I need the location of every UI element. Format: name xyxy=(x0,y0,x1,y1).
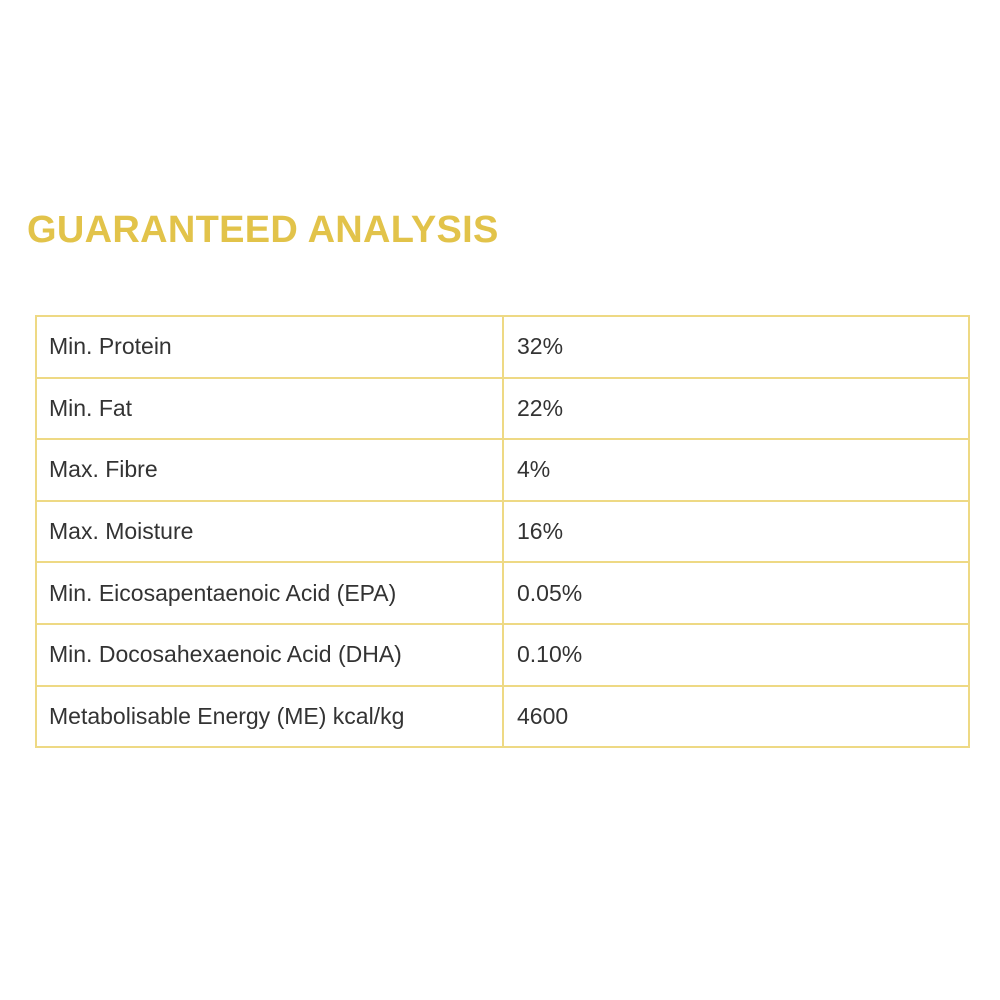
guaranteed-analysis-table xyxy=(35,315,970,748)
table-row xyxy=(36,624,969,686)
nutrient-label: Min. Eicosapentaenoic Acid (EPA) xyxy=(36,562,503,624)
nutrient-value: 32% xyxy=(503,316,969,378)
nutrient-value: 4600 xyxy=(503,686,969,748)
nutrient-label: Min. Protein xyxy=(36,316,503,378)
table-row xyxy=(36,501,969,563)
nutrient-value: 16% xyxy=(503,501,969,563)
nutrient-label: Metabolisable Energy (ME) kcal/kg xyxy=(36,686,503,748)
nutrient-value: 0.05% xyxy=(503,562,969,624)
table-row xyxy=(36,378,969,440)
nutrient-label: Min. Docosahexaenoic Acid (DHA) xyxy=(36,624,503,686)
nutrient-value: 4% xyxy=(503,439,969,501)
nutrient-value: 22% xyxy=(503,378,969,440)
nutrient-label: Max. Fibre xyxy=(36,439,503,501)
table-row xyxy=(36,562,969,624)
nutrient-label: Max. Moisture xyxy=(36,501,503,563)
table-row xyxy=(36,686,969,748)
page-title: GUARANTEED ANALYSIS xyxy=(27,209,499,251)
nutrient-value: 0.10% xyxy=(503,624,969,686)
table-row xyxy=(36,316,969,378)
nutrient-label: Min. Fat xyxy=(36,378,503,440)
table-row xyxy=(36,439,969,501)
